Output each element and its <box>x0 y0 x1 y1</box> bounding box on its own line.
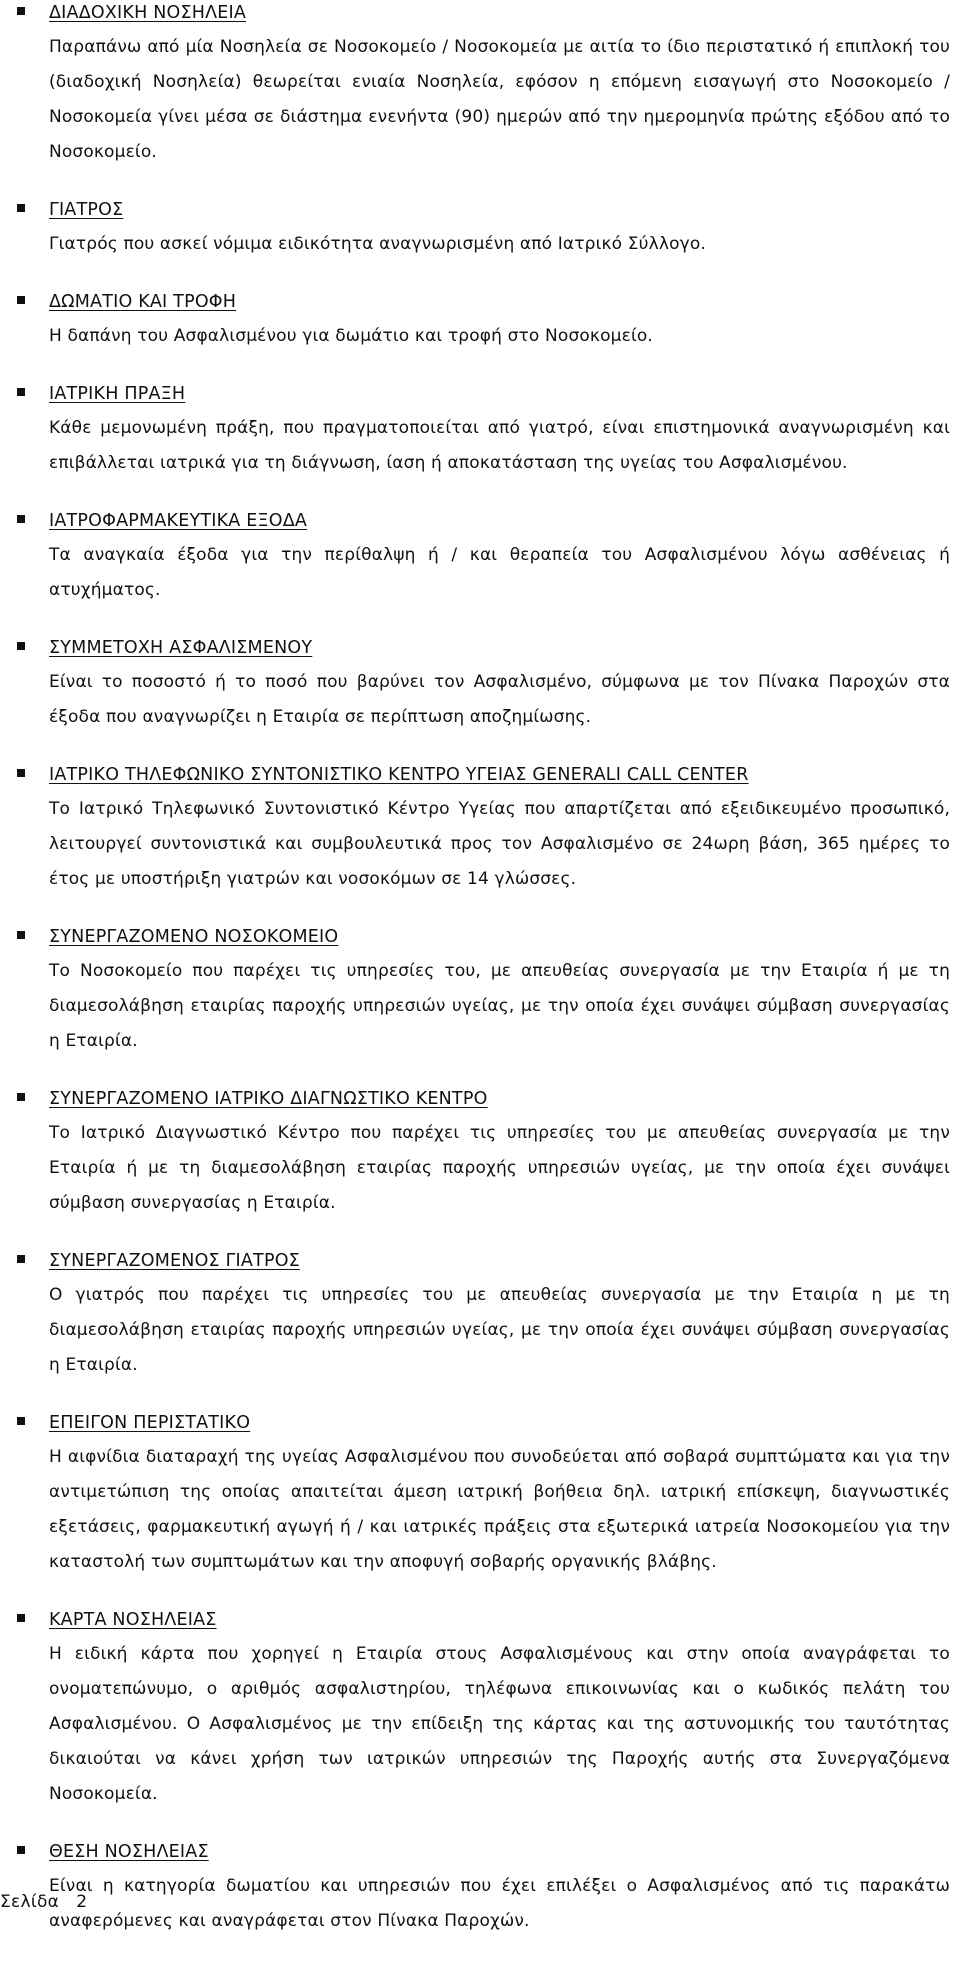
definition-item <box>14 1244 950 1383</box>
bullet-square-icon <box>17 1255 25 1263</box>
definition-title: ΙΑΤΡΙΚΗ ΠΡΑΞΗ <box>49 384 186 404</box>
bullet-square-icon <box>17 769 25 777</box>
definition-text: Η αιφνίδια διαταραχή της υγείας Ασφαλισμένου που συνοδεύεται από σοβαρά συμπτώματα και για την αντιμετώπιση της οποίας απαιτείται άμεση ιατρική βοήθεια δηλ. ιατρική επίσκεψη, διαγνωστικές εξετάσεις, φαρμακευτική αγωγή ή / και ιατρικές πράξεις στα εξωτερικά ιατρεία Νοσοκομείου για την καταστολή των συμπτωμάτων και την αποφυγή σοβαρής οργανικής βλάβης. <box>49 1447 950 1572</box>
definition-text: Γιατρός που ασκεί νόμιμα ειδικότητα αναγνωρισμένη από Ιατρικό Σύλλογο. <box>49 234 706 254</box>
definition-item <box>14 193 950 262</box>
definition-title: ΓΙΑΤΡΟΣ <box>49 200 124 220</box>
definition-title: ΔΩΜΑΤΙΟ ΚΑΙ ΤΡΟΦΗ <box>49 292 237 312</box>
definition-text: Κάθε μεμονωμένη πράξη, που πραγματοποιείται από γιατρό, είναι επιστημονικά αναγνωρισμένη και επιβάλλεται ιατρικά για τη διάγνωση, ίαση ή αποκατάσταση της υγείας του Ασφαλισμένου. <box>49 418 950 473</box>
definition-item <box>14 1835 950 1939</box>
definition-item <box>14 285 950 354</box>
definition-text: Το Νοσοκομείο που παρέχει τις υπηρεσίες του, με απευθείας συνεργασία με την Εταιρία ή με τη διαμεσολάβηση εταιρίας παροχής υπηρεσιών υγείας, με την οποία έχει συνάψει σύμβαση συνεργασίας η Εταιρία. <box>49 961 950 1051</box>
definition-item <box>14 377 950 481</box>
definition-item <box>14 1082 950 1221</box>
definition-title: ΣΥΝΕΡΓΑΖΟΜΕΝΟΣ ΓΙΑΤΡΟΣ <box>49 1251 300 1271</box>
bullet-square-icon <box>17 1093 25 1101</box>
definition-title: ΣΥΝΕΡΓΑΖΟΜΕΝΟ ΙΑΤΡΙΚΟ ΔΙΑΓΝΩΣΤΙΚΟ ΚΕΝΤΡΟ <box>49 1089 488 1109</box>
definition-item <box>14 504 950 608</box>
definition-text: Το Ιατρικό Τηλεφωνικό Συντονιστικό Κέντρο Υγείας που απαρτίζεται από εξειδικευμένο προσωπικό, λειτουργεί συντονιστικά και συμβουλευτικά προς τον Ασφαλισμένο σε 24ωρη βάση, 365 ημέρες το έτος με υποστήριξη γιατρών και νοσοκόμων σε 14 γλώσσες. <box>49 799 950 889</box>
definition-item <box>14 758 950 897</box>
definition-item <box>14 1406 950 1580</box>
bullet-square-icon <box>17 388 25 396</box>
definition-text: Το Ιατρικό Διαγνωστικό Κέντρο που παρέχει τις υπηρεσίες του με απευθείας συνεργασία με την Εταιρία ή με τη διαμεσολάβηση εταιρίας παροχής υπηρεσιών υγείας, με την οποία έχει συνάψει σύμβαση συνεργασίας η Εταιρία. <box>49 1123 950 1213</box>
definitions-list <box>14 0 950 1962</box>
bullet-square-icon <box>17 1846 25 1854</box>
definition-text: Ο γιατρός που παρέχει τις υπηρεσίες του με απευθείας συνεργασία με την Εταιρία η με τη διαμεσολάβηση εταιρίας παροχής υπηρεσιών υγείας, με την οποία έχει συνάψει σύμβαση συνεργασίας η Εταιρία. <box>49 1285 950 1375</box>
definition-title: ΙΑΤΡΙΚΟ ΤΗΛΕΦΩΝΙΚΟ ΣΥΝΤΟΝΙΣΤΙΚΟ ΚΕΝΤΡΟ ΥΓΕΙΑΣ GENERALI CALL CENTER <box>49 765 749 785</box>
page-number: 2 <box>76 1892 88 1912</box>
bullet-square-icon <box>17 642 25 650</box>
definition-item <box>14 631 950 735</box>
bullet-square-icon <box>17 204 25 212</box>
bullet-square-icon <box>17 296 25 304</box>
definition-text: Είναι η κατηγορία δωματίου και υπηρεσιών που έχει επιλέξει ο Ασφαλισμένος από τις παρακάτω αναφερόμενες και αναγράφεται στον Πίνακα Παροχών. <box>49 1876 950 1931</box>
page-footer <box>0 1892 87 1912</box>
definition-title: ΣΥΜΜΕΤΟΧΗ ΑΣΦΑΛΙΣΜΕΝΟΥ <box>49 638 313 658</box>
bullet-square-icon <box>17 1614 25 1622</box>
definition-title: ΙΑΤΡΟΦΑΡΜΑΚΕΥΤΙΚΑ ΕΞΟΔΑ <box>49 511 308 531</box>
definition-title: ΔΙΑΔΟΧΙΚΗ ΝΟΣΗΛΕΙΑ <box>49 3 247 23</box>
definition-text: Είναι το ποσοστό ή το ποσό που βαρύνει τον Ασφαλισμένο, σύμφωνα με τον Πίνακα Παροχών στα έξοδα που αναγνωρίζει η Εταιρία σε περίπτωση αποζημίωσης. <box>49 672 950 727</box>
definition-title: ΣΥΝΕΡΓΑΖΟΜΕΝΟ ΝΟΣΟΚΟΜΕΙΟ <box>49 927 339 947</box>
definition-text: Τα αναγκαία έξοδα για την περίθαλψη ή / και θεραπεία του Ασφαλισμένου λόγω ασθένειας ή ατυχήματος. <box>49 545 950 600</box>
bullet-square-icon <box>17 1417 25 1425</box>
definition-text: Παραπάνω από μία Νοσηλεία σε Νοσοκομείο / Νοσοκομεία με αιτία το ίδιο περιστατικό ή επιπλοκή του (διαδοχική Νοσηλεία) θεωρείται ενιαία Νοσηλεία, εφόσον η επόμενη εισαγωγή στο Νοσοκομείο / Νοσοκομεία γίνει μέσα σε διάστημα ενενήντα (90) ημερών από την ημερομηνία πρώτης εξόδου από το Νοσοκομείο. <box>49 37 950 162</box>
bullet-square-icon <box>17 931 25 939</box>
definition-text: Η δαπάνη του Ασφαλισμένου για δωμάτιο και τροφή στο Νοσοκομείο. <box>49 326 653 346</box>
definition-item <box>14 1603 950 1812</box>
definition-title: ΚΑΡΤΑ ΝΟΣΗΛΕΙΑΣ <box>49 1610 217 1630</box>
definition-title: ΘΕΣΗ ΝΟΣΗΛΕΙΑΣ <box>49 1842 209 1862</box>
definition-text: Η ειδική κάρτα που χορηγεί η Εταιρία στους Ασφαλισμένους και στην οποία αναγράφεται το ονοματεπώνυμο, ο αριθμός ασφαλιστηρίου, τηλέφωνα επικοινωνίας και ο κωδικός πελάτη του Ασφαλισμένου. Ο Ασφαλισμένος με την επίδειξη της κάρτας και της αστυνομικής του ταυτότητας δικαιούται να κάνει χρήση των ιατρικών υπηρεσιών της Παροχής αυτής στα Συνεργαζόμενα Νοσοκομεία. <box>49 1644 950 1804</box>
definition-item <box>14 920 950 1059</box>
page-label: Σελίδα <box>0 1892 60 1912</box>
bullet-square-icon <box>17 7 25 15</box>
bullet-square-icon <box>17 515 25 523</box>
definition-title: ΕΠΕΙΓΟΝ ΠΕΡΙΣΤΑΤΙΚΟ <box>49 1413 251 1433</box>
definition-item <box>14 0 950 170</box>
